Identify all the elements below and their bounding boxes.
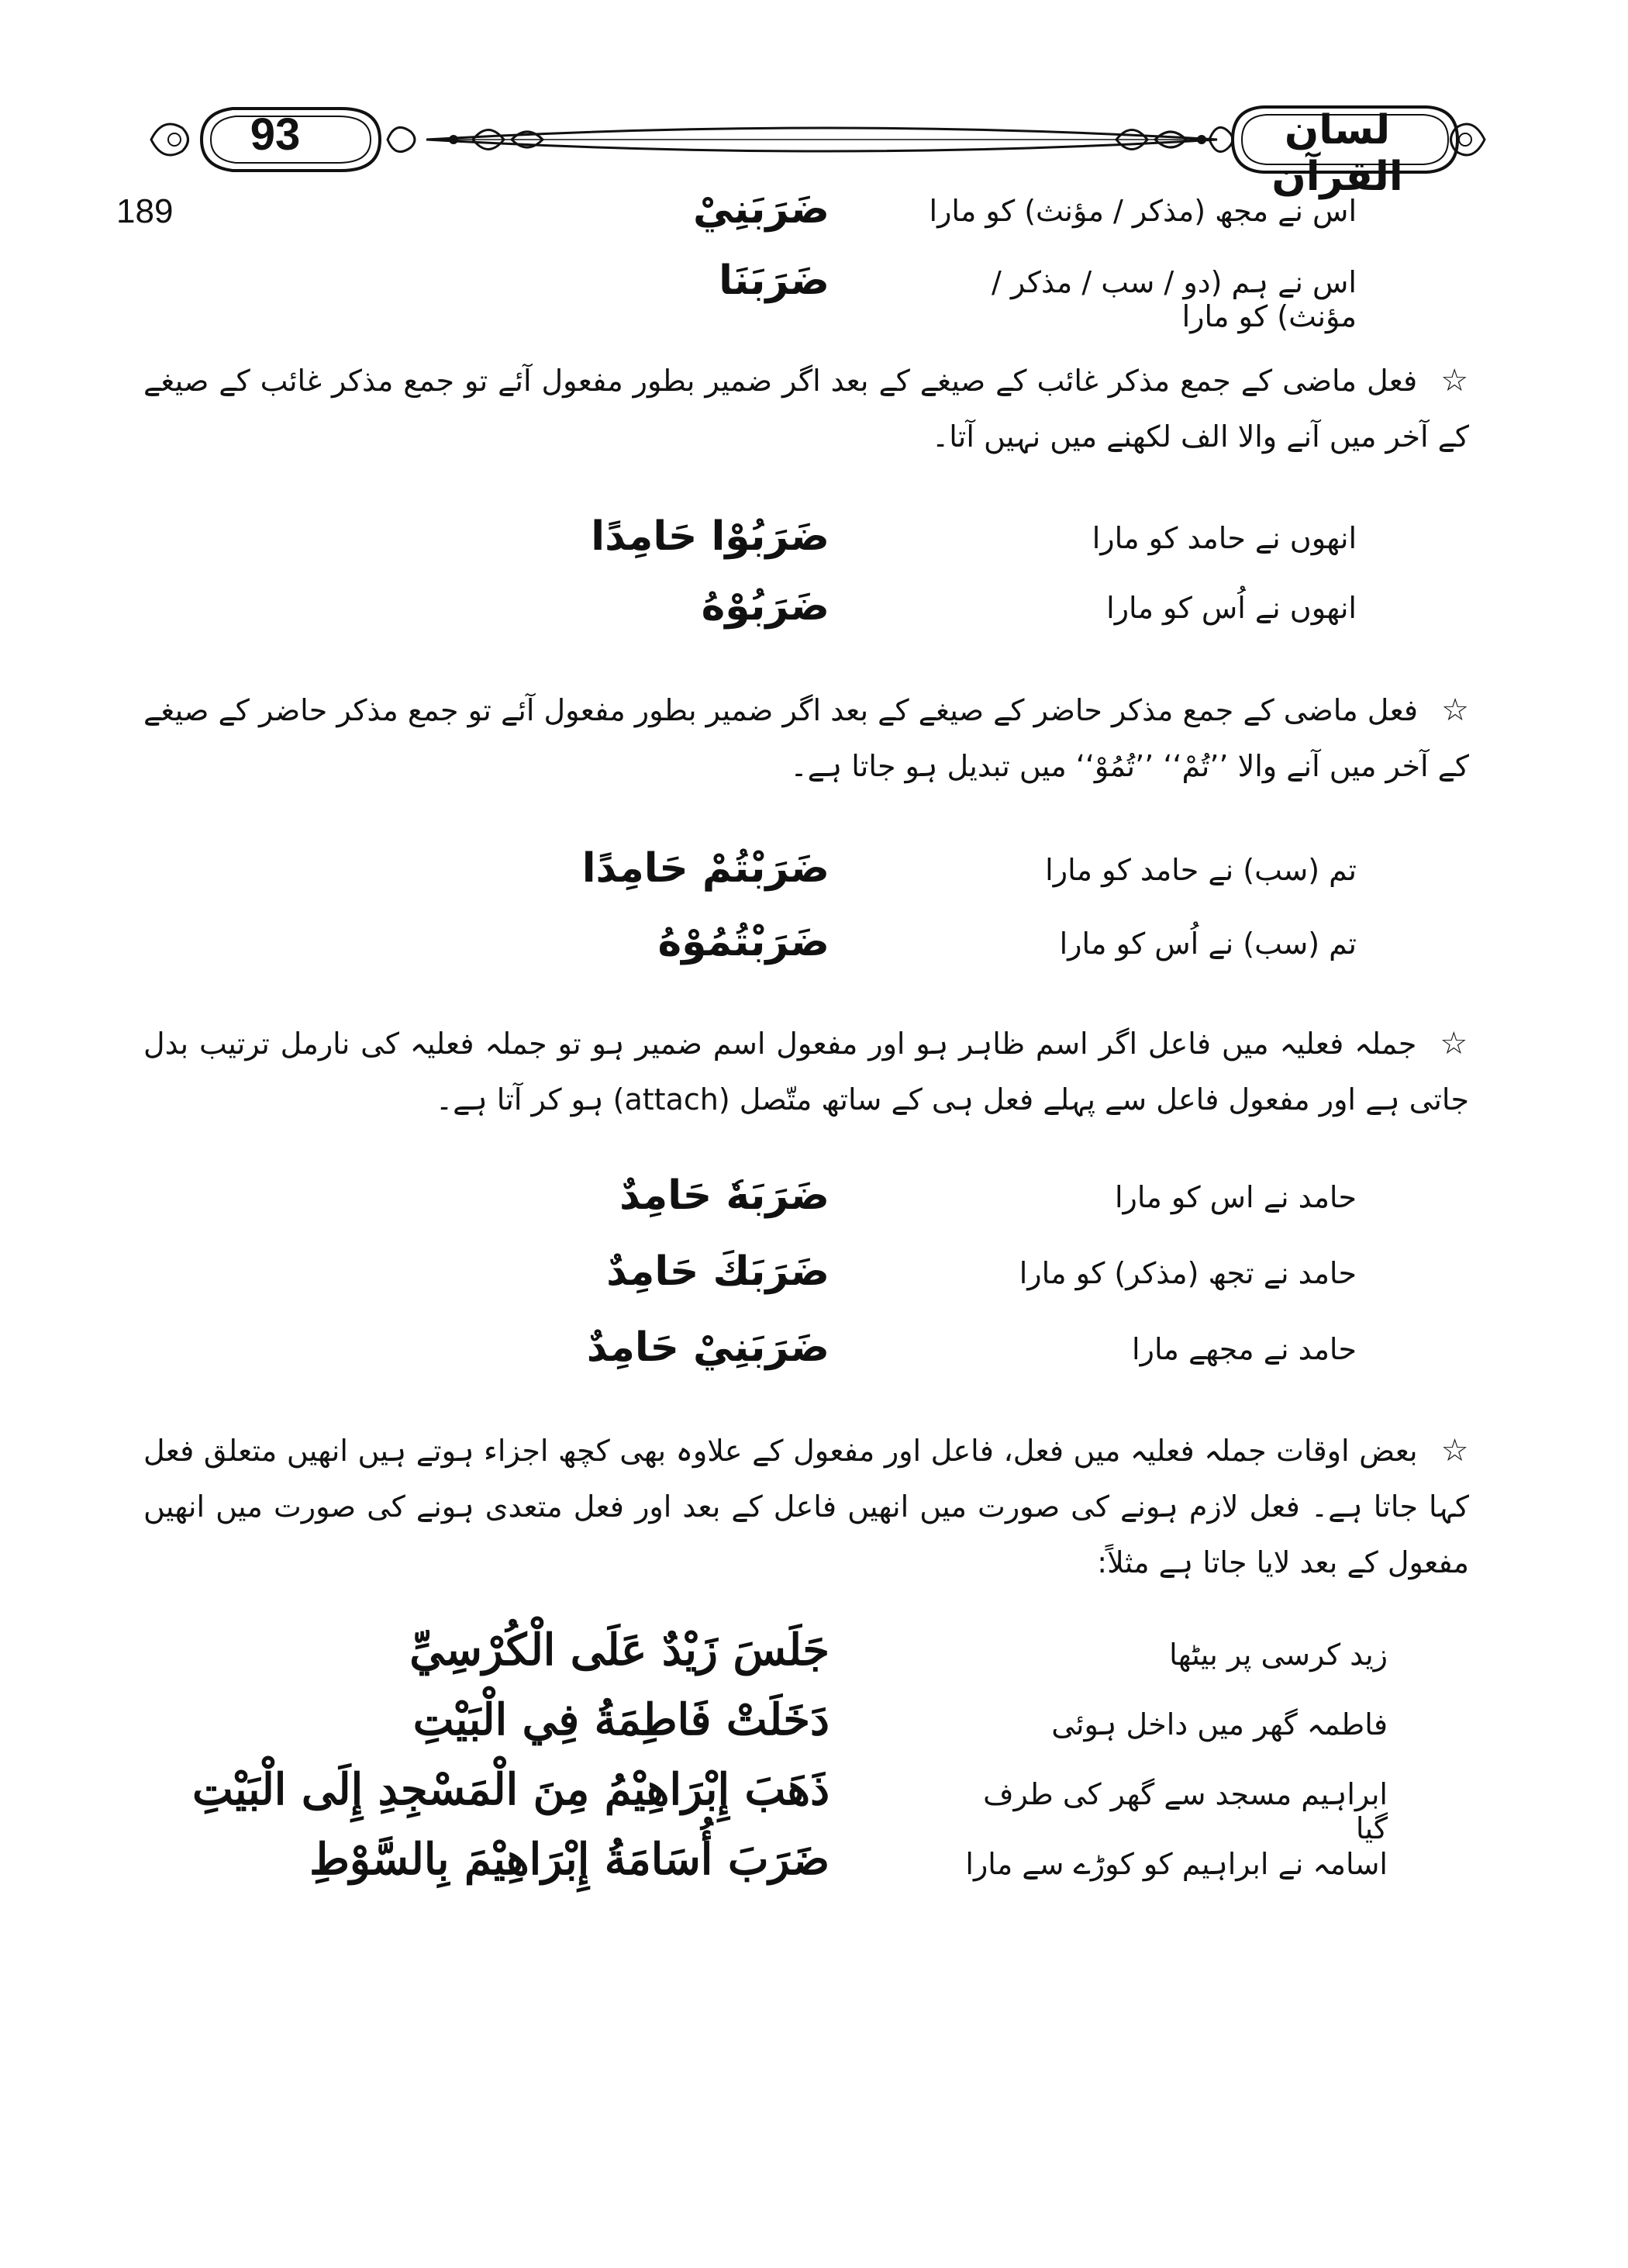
- book-title: لسان القرآن: [1271, 107, 1403, 200]
- rule-paragraph: [143, 353, 1469, 464]
- example-arabic-phrase: ضَرَبْتُمُوْهُ: [657, 919, 830, 965]
- margin-reference-number: 189: [116, 192, 174, 230]
- rule-paragraph: [143, 682, 1469, 794]
- example-arabic-phrase: ضَرَبَنِيْ: [693, 186, 830, 233]
- example-urdu-translation: تم (سب) نے حامد کو مارا: [1045, 853, 1357, 887]
- star-bullet-icon: ☆: [1440, 1433, 1470, 1469]
- example-urdu-translation: حامد نے تجھ (مذکر) کو مارا: [1019, 1256, 1357, 1290]
- example-urdu-translation: اسامہ نے ابراہیم کو کوڑے سے مارا: [965, 1847, 1388, 1881]
- example-arabic-phrase: ضَرَبَهٗ حَامِدٌ: [619, 1172, 830, 1219]
- example-urdu-translation: فاطمہ گھر میں داخل ہوئی: [1051, 1707, 1388, 1742]
- page-number: 93: [250, 109, 301, 160]
- example-arabic-phrase: ضَرَبَ أُسَامَةُ إِبْرَاهِيْمَ بِالسَّوْطِ: [309, 1834, 830, 1885]
- example-arabic-phrase: دَخَلَتْ فَاطِمَةُ فِي الْبَيْتِ: [412, 1694, 830, 1745]
- rule-text: فعل ماضی کے جمع مذکر حاضر کے صیغے کے بعد اگر ضمیر بطور مفعول آئے تو جمع مذکر حاضر کے صیغے کے آخر میں آنے والا ’’تُمْ‘‘ ’’تُمُوْ‘‘ میں تبدیل ہو جاتا ہے۔: [143, 693, 1469, 783]
- example-urdu-translation: اس نے ہم (دو / سب / مذکر / مؤنث) کو مارا: [992, 265, 1357, 333]
- example-urdu-translation: انھوں نے حامد کو مارا: [1092, 521, 1357, 555]
- star-bullet-icon: ☆: [1441, 692, 1470, 728]
- example-arabic-phrase: جَلَسَ زَيْدٌ عَلَى الْكُرْسِيِّ: [409, 1624, 830, 1676]
- example-urdu-translation: حامد نے مجھے مارا: [1132, 1332, 1357, 1366]
- example-urdu-translation: حامد نے اس کو مارا: [1114, 1180, 1357, 1214]
- example-arabic-phrase: ضَرَبُوْا حَامِدًا: [591, 513, 830, 560]
- rule-paragraph: [143, 1423, 1469, 1590]
- example-arabic-phrase: ضَرَبْتُمْ حَامِدًا: [581, 845, 830, 892]
- example-urdu-translation: انھوں نے اُس کو مارا: [1106, 591, 1357, 625]
- example-arabic-phrase: ضَرَبُوْهُ: [701, 583, 830, 630]
- rule-text: فعل ماضی کے جمع مذکر غائب کے صیغے کے بعد اگر ضمیر بطور مفعول آئے تو جمع مذکر غائب کے صیغے کے آخر میں آنے والا الف لکھنے میں نہیں آتا۔: [143, 364, 1469, 454]
- example-urdu-translation: زید کرسی پر بیٹھا: [1169, 1638, 1388, 1672]
- example-arabic-phrase: ذَهَبَ إِبْرَاهِيْمُ مِنَ الْمَسْجِدِ إِلَى الْبَيْتِ: [191, 1764, 830, 1815]
- example-urdu-translation: اس نے مجھ (مذکر / مؤنث) کو مارا: [929, 194, 1357, 228]
- example-urdu-translation: تم (سب) نے اُس کو مارا: [1059, 927, 1357, 961]
- rule-paragraph: [143, 1016, 1469, 1127]
- star-bullet-icon: ☆: [1440, 1026, 1469, 1062]
- star-bullet-icon: ☆: [1440, 363, 1469, 399]
- example-arabic-phrase: ضَرَبَنَا: [719, 257, 830, 304]
- example-urdu-translation: ابراہیم مسجد سے گھر کی طرف گیا: [983, 1777, 1388, 1845]
- rule-text: بعض اوقات جملہ فعلیہ میں فعل، فاعل اور مفعول کے علاوہ بھی کچھ اجزاء ہوتے ہیں انھیں متعلق فعل کہا جاتا ہے۔ فعل لازم ہونے کی صورت میں انھیں فاعل کے بعد اور فعل متعدی ہونے کی صورت میں انھیں مفعول کے بعد لایا جاتا ہے مثلاً:: [143, 1434, 1469, 1579]
- example-arabic-phrase: ضَرَبَكَ حَامِدٌ: [606, 1248, 830, 1295]
- rule-text: جملہ فعلیہ میں فاعل اگر اسم ظاہر ہو اور مفعول اسم ضمیر ہو تو جملہ فعلیہ کی نارمل ترتیب بدل جاتی ہے اور مفعول فاعل سے پہلے فعل ہی کے ساتھ متّصل (attach) ہو کر آتا ہے۔: [143, 1027, 1469, 1117]
- example-arabic-phrase: ضَرَبَنِيْ حَامِدٌ: [586, 1324, 830, 1371]
